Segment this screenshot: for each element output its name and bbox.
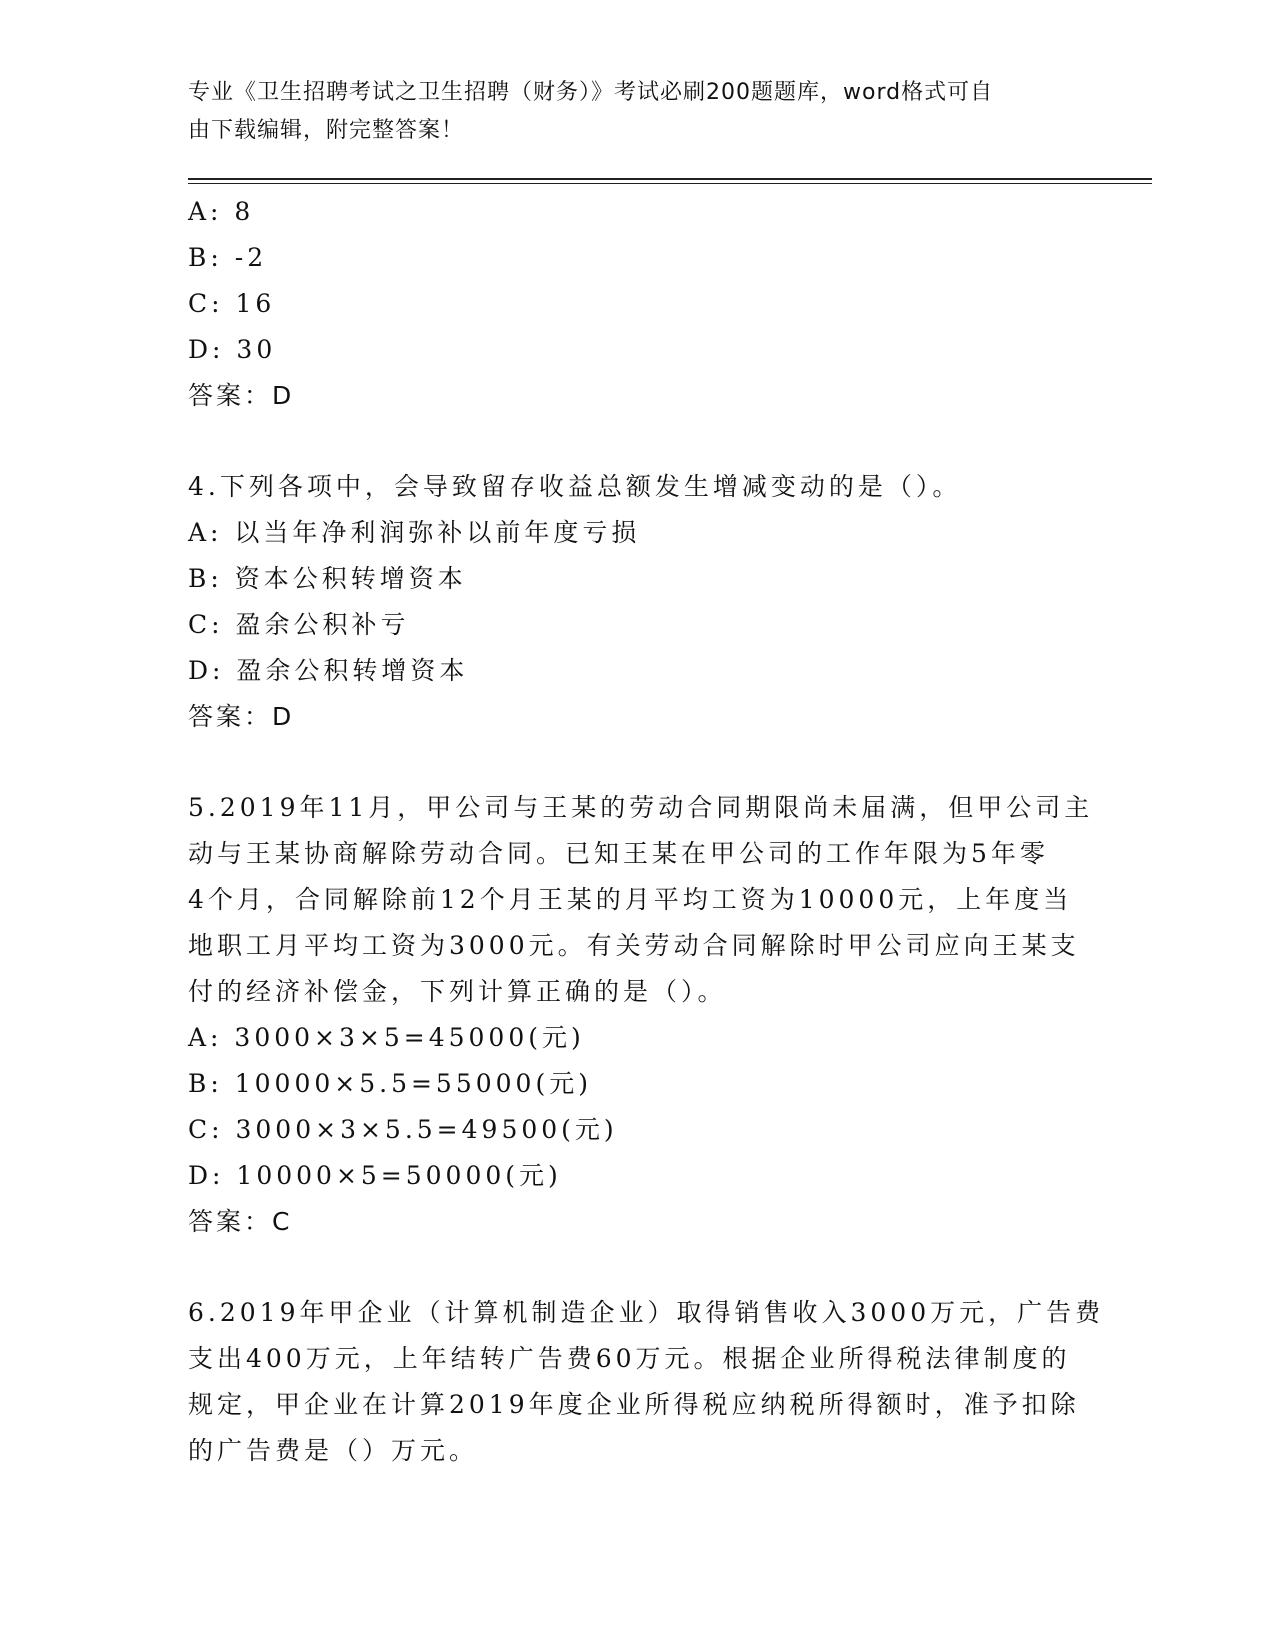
header-line-1: 专业《卫生招聘考试之卫生招聘（财务）》考试必刷200题题库，word格式可自 — [188, 80, 994, 105]
page-header — [188, 74, 1068, 150]
option-a: A: 以当年净利润弥补以前年度亏损 — [188, 518, 641, 547]
question-stem-line: 的广告费是（）万元。 — [188, 1436, 479, 1465]
spacer — [188, 419, 1088, 464]
option-b: B: 资本公积转增资本 — [188, 564, 467, 593]
option-b: B: -2 — [188, 243, 268, 272]
question-5 — [188, 785, 1094, 1245]
question-stem-line: 动与王某协商解除劳动合同。已知王某在甲公司的工作年限为5年零 — [188, 839, 1049, 868]
option-d: D: 30 — [188, 335, 277, 364]
header-line-2: 由下载编辑，附完整答案！ — [188, 118, 465, 143]
option-d: D: 10000×5=50000(元) — [188, 1161, 562, 1190]
question-stem-line: 支出400万元，上年结转广告费60万元。根据企业所得税法律制度的 — [188, 1344, 1071, 1373]
question-stem: 4.下列各项中，会导致留存收益总额发生增减变动的是（）。 — [188, 472, 962, 501]
question-list — [188, 189, 1105, 1474]
question-stem-line: 规定，甲企业在计算2019年度企业所得税应纳税所得额时，准予扣除 — [188, 1390, 1080, 1419]
option-c: C: 盈余公积补亏 — [188, 610, 410, 639]
question-stem-line: 付的经济补偿金，下列计算正确的是（）。 — [188, 977, 727, 1006]
question-stem-line: 4个月，合同解除前12个月王某的月平均工资为10000元，上年度当 — [188, 885, 1073, 914]
header-divider-thin — [188, 183, 1152, 184]
option-b: B: 10000×5.5=55000(元) — [188, 1069, 592, 1098]
answer-line: 答案：D — [188, 381, 295, 410]
question-4 — [188, 464, 1088, 740]
question-6 — [188, 1290, 1105, 1474]
answer-line: 答案：C — [188, 1207, 293, 1236]
answer-line: 答案：D — [188, 702, 295, 731]
option-c: C: 3000×3×5.5=49500(元) — [188, 1115, 618, 1144]
option-a: A: 8 — [188, 197, 255, 226]
header-divider — [188, 178, 1152, 180]
option-d: D: 盈余公积转增资本 — [188, 656, 469, 685]
option-c: C: 16 — [188, 289, 276, 318]
option-a: A: 3000×3×5=45000(元) — [188, 1023, 585, 1052]
question-3 — [188, 189, 1088, 419]
question-stem-line: 6.2019年甲企业（计算机制造企业）取得销售收入3000万元，广告费 — [188, 1298, 1105, 1327]
spacer — [188, 1245, 1088, 1290]
question-stem-line: 地职工月平均工资为3000元。有关劳动合同解除时甲公司应向王某支 — [188, 931, 1080, 960]
spacer — [188, 740, 1088, 785]
question-stem-line: 5.2019年11月，甲公司与王某的劳动合同期限尚未届满，但甲公司主 — [188, 793, 1094, 822]
